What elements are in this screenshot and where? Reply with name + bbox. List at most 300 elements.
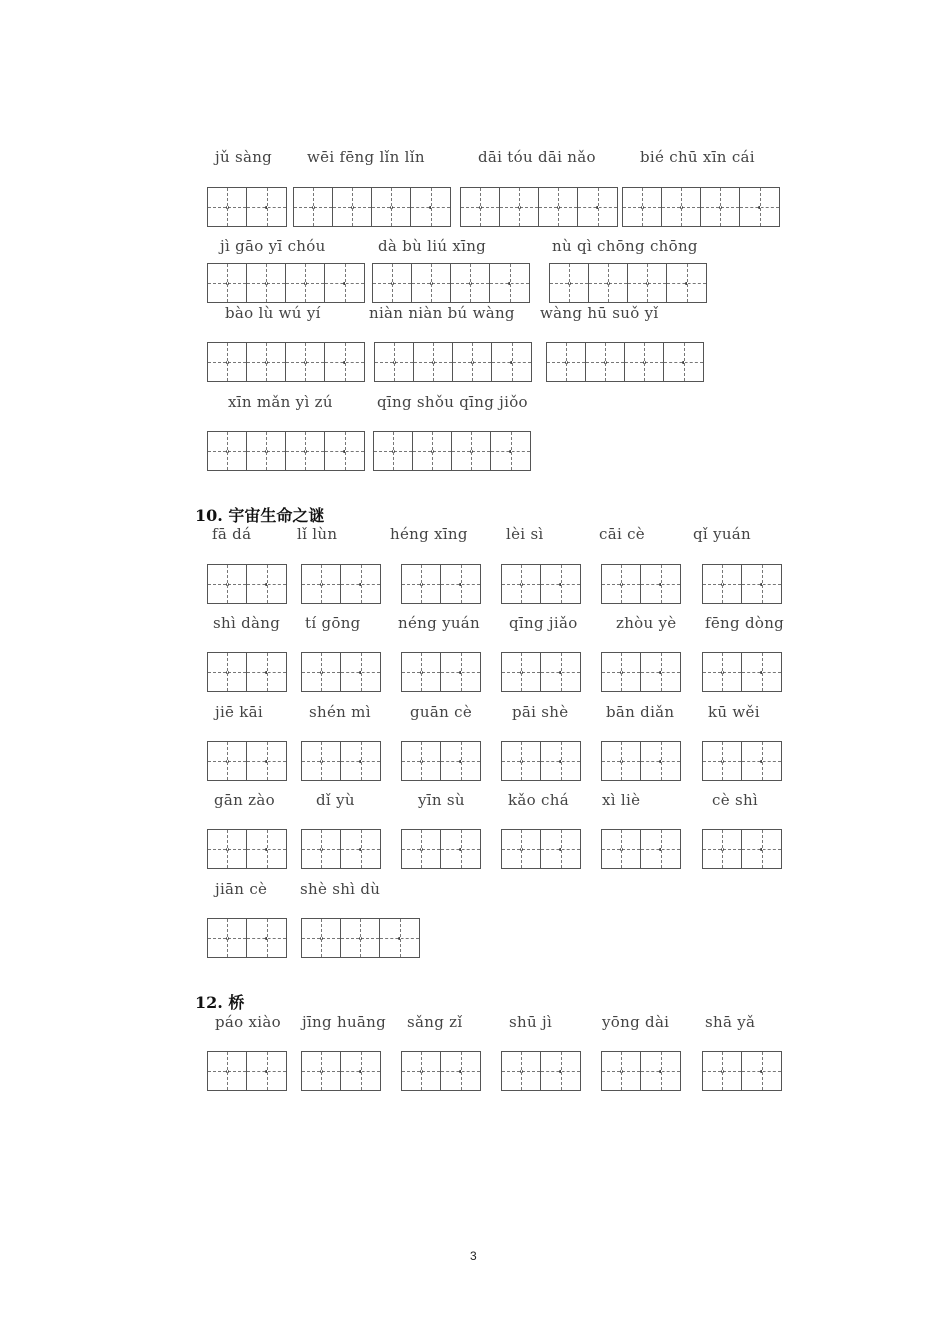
tianzige-cell[interactable] bbox=[641, 565, 680, 603]
tianzige-cell[interactable] bbox=[740, 188, 779, 226]
tianzige-cell[interactable] bbox=[302, 919, 341, 957]
tianzige-cell[interactable] bbox=[664, 343, 703, 381]
tianzige-cell[interactable] bbox=[742, 830, 781, 868]
pinyin-prompt: cè shì bbox=[712, 791, 759, 809]
writing-grid[interactable] bbox=[301, 652, 381, 692]
tianzige-cell[interactable] bbox=[541, 1052, 580, 1090]
cell-center-dot bbox=[659, 1070, 662, 1073]
cell-center-dot bbox=[391, 282, 394, 285]
cell-center-dot bbox=[559, 1070, 562, 1073]
cell-center-dot bbox=[682, 361, 685, 364]
writing-grid[interactable] bbox=[501, 652, 581, 692]
tianzige-cell[interactable] bbox=[412, 264, 451, 302]
tianzige-cell[interactable] bbox=[380, 919, 419, 957]
pinyin-prompt: nù qì chōng chōng bbox=[552, 237, 698, 255]
tianzige-cell[interactable] bbox=[341, 1052, 380, 1090]
cell-center-dot bbox=[359, 671, 362, 674]
tianzige-cell[interactable] bbox=[294, 188, 333, 226]
cell-center-dot bbox=[226, 206, 229, 209]
cell-center-dot bbox=[719, 206, 722, 209]
pinyin-prompt: tí gōng bbox=[305, 614, 361, 632]
tianzige-cell[interactable] bbox=[502, 742, 541, 780]
pinyin-prompt: wàng hū suǒ yǐ bbox=[540, 304, 659, 322]
pinyin-prompt: shén mì bbox=[309, 703, 371, 721]
writing-grid[interactable] bbox=[622, 187, 780, 227]
tianzige-cell[interactable] bbox=[402, 830, 441, 868]
cell-center-dot bbox=[641, 206, 644, 209]
tianzige-cell[interactable] bbox=[550, 264, 589, 302]
writing-grid[interactable] bbox=[460, 187, 618, 227]
tianzige-cell[interactable] bbox=[490, 264, 529, 302]
cell-center-dot bbox=[510, 361, 513, 364]
tianzige-cell[interactable] bbox=[602, 653, 641, 691]
pinyin-prompt: pāi shè bbox=[512, 703, 569, 721]
tianzige-cell[interactable] bbox=[703, 653, 742, 691]
tianzige-cell[interactable] bbox=[402, 565, 441, 603]
cell-center-dot bbox=[559, 671, 562, 674]
tianzige-cell[interactable] bbox=[414, 343, 453, 381]
tianzige-cell[interactable] bbox=[286, 264, 325, 302]
pinyin-prompt: shū jì bbox=[509, 1013, 553, 1031]
writing-grid[interactable] bbox=[501, 564, 581, 604]
tianzige-cell[interactable] bbox=[541, 830, 580, 868]
pinyin-prompt: bié chū xīn cái bbox=[640, 148, 755, 166]
cell-center-dot bbox=[265, 671, 268, 674]
pinyin-prompt: bào lù wú yí bbox=[225, 304, 321, 322]
tianzige-cell[interactable] bbox=[286, 432, 325, 470]
cell-center-dot bbox=[568, 282, 571, 285]
tianzige-cell[interactable] bbox=[578, 188, 617, 226]
cell-center-dot bbox=[459, 760, 462, 763]
tianzige-cell[interactable] bbox=[589, 264, 628, 302]
cell-center-dot bbox=[420, 1070, 423, 1073]
tianzige-cell[interactable] bbox=[208, 653, 247, 691]
writing-grid[interactable] bbox=[401, 829, 481, 869]
tianzige-cell[interactable] bbox=[502, 830, 541, 868]
cell-center-dot bbox=[685, 282, 688, 285]
cell-center-dot bbox=[420, 848, 423, 851]
tianzige-cell[interactable] bbox=[402, 742, 441, 780]
tianzige-cell[interactable] bbox=[247, 830, 286, 868]
tianzige-cell[interactable] bbox=[541, 653, 580, 691]
writing-grid[interactable] bbox=[601, 652, 681, 692]
tianzige-cell[interactable] bbox=[247, 919, 286, 957]
tianzige-cell[interactable] bbox=[602, 1052, 641, 1090]
pinyin-prompt: cāi cè bbox=[599, 525, 645, 543]
cell-center-dot bbox=[351, 206, 354, 209]
cell-center-dot bbox=[265, 583, 268, 586]
pinyin-prompt: kū wěi bbox=[708, 703, 760, 721]
writing-grid[interactable] bbox=[702, 829, 782, 869]
cell-center-dot bbox=[557, 206, 560, 209]
tianzige-cell[interactable] bbox=[441, 565, 480, 603]
writing-grid[interactable] bbox=[293, 187, 451, 227]
cell-center-dot bbox=[265, 206, 268, 209]
writing-grid[interactable] bbox=[373, 431, 531, 471]
pinyin-prompt: qǐ yuán bbox=[693, 525, 752, 543]
tianzige-cell[interactable] bbox=[641, 830, 680, 868]
cell-center-dot bbox=[431, 450, 434, 453]
cell-center-dot bbox=[304, 450, 307, 453]
writing-grid[interactable] bbox=[301, 829, 381, 869]
tianzige-cell[interactable] bbox=[247, 188, 286, 226]
cell-center-dot bbox=[721, 760, 724, 763]
pinyin-prompt: jì gāo yī chóu bbox=[220, 237, 326, 255]
pinyin-prompt: dāi tóu dāi nǎo bbox=[478, 148, 596, 166]
pinyin-prompt: jiān cè bbox=[215, 880, 268, 898]
writing-grid[interactable] bbox=[207, 431, 365, 471]
cell-center-dot bbox=[721, 1070, 724, 1073]
tianzige-cell[interactable] bbox=[441, 742, 480, 780]
cell-center-dot bbox=[760, 671, 763, 674]
tianzige-cell[interactable] bbox=[208, 919, 247, 957]
cell-center-dot bbox=[359, 848, 362, 851]
tianzige-cell[interactable] bbox=[452, 432, 491, 470]
writing-grid[interactable] bbox=[501, 741, 581, 781]
cell-center-dot bbox=[643, 361, 646, 364]
cell-center-dot bbox=[226, 1070, 229, 1073]
cell-center-dot bbox=[459, 1070, 462, 1073]
cell-center-dot bbox=[359, 760, 362, 763]
tianzige-cell[interactable] bbox=[247, 565, 286, 603]
tianzige-cell[interactable] bbox=[375, 343, 414, 381]
writing-grid[interactable] bbox=[301, 918, 420, 958]
tianzige-cell[interactable] bbox=[302, 830, 341, 868]
writing-grid[interactable] bbox=[702, 564, 782, 604]
tianzige-cell[interactable] bbox=[413, 432, 452, 470]
tianzige-cell[interactable] bbox=[208, 742, 247, 780]
tianzige-cell[interactable] bbox=[373, 264, 412, 302]
tianzige-cell[interactable] bbox=[411, 188, 450, 226]
cell-center-dot bbox=[659, 583, 662, 586]
cell-center-dot bbox=[604, 361, 607, 364]
cell-center-dot bbox=[760, 848, 763, 851]
writing-grid[interactable] bbox=[501, 829, 581, 869]
writing-grid[interactable] bbox=[207, 187, 287, 227]
cell-center-dot bbox=[265, 450, 268, 453]
section-heading-12: 12. 桥 bbox=[195, 993, 245, 1012]
cell-center-dot bbox=[343, 361, 346, 364]
writing-grid[interactable] bbox=[702, 741, 782, 781]
cell-center-dot bbox=[265, 760, 268, 763]
tianzige-cell[interactable] bbox=[492, 343, 531, 381]
tianzige-cell[interactable] bbox=[341, 565, 380, 603]
cell-center-dot bbox=[520, 671, 523, 674]
cell-center-dot bbox=[343, 450, 346, 453]
tianzige-cell[interactable] bbox=[247, 264, 286, 302]
pinyin-prompt: néng yuán bbox=[398, 614, 481, 632]
cell-center-dot bbox=[393, 361, 396, 364]
cell-center-dot bbox=[226, 671, 229, 674]
cell-center-dot bbox=[226, 937, 229, 940]
cell-center-dot bbox=[646, 282, 649, 285]
pinyin-prompt: jǔ sàng bbox=[215, 148, 273, 166]
writing-grid[interactable] bbox=[372, 263, 530, 303]
writing-grid[interactable] bbox=[207, 652, 287, 692]
tianzige-cell[interactable] bbox=[325, 343, 364, 381]
tianzige-cell[interactable] bbox=[441, 830, 480, 868]
tianzige-cell[interactable] bbox=[374, 432, 413, 470]
writing-grid[interactable] bbox=[549, 263, 707, 303]
tianzige-cell[interactable] bbox=[208, 565, 247, 603]
tianzige-cell[interactable] bbox=[372, 188, 411, 226]
pinyin-prompt: páo xiào bbox=[215, 1013, 281, 1031]
writing-grid[interactable] bbox=[401, 564, 481, 604]
cell-center-dot bbox=[620, 848, 623, 851]
pinyin-prompt: fā dá bbox=[212, 525, 252, 543]
tianzige-cell[interactable] bbox=[641, 742, 680, 780]
tianzige-cell[interactable] bbox=[208, 432, 247, 470]
cell-center-dot bbox=[471, 361, 474, 364]
writing-grid[interactable] bbox=[207, 263, 365, 303]
pinyin-prompt: dǐ yù bbox=[316, 791, 355, 809]
tianzige-cell[interactable] bbox=[247, 742, 286, 780]
writing-grid[interactable] bbox=[601, 1051, 681, 1091]
cell-center-dot bbox=[607, 282, 610, 285]
cell-center-dot bbox=[226, 760, 229, 763]
cell-center-dot bbox=[459, 671, 462, 674]
section-heading-10: 10. 宇宙生命之谜 bbox=[195, 506, 325, 525]
tianzige-cell[interactable] bbox=[500, 188, 539, 226]
cell-center-dot bbox=[459, 583, 462, 586]
tianzige-cell[interactable] bbox=[502, 1052, 541, 1090]
cell-center-dot bbox=[520, 760, 523, 763]
pinyin-prompt: shè shì dù bbox=[300, 880, 381, 898]
tianzige-cell[interactable] bbox=[703, 742, 742, 780]
cell-center-dot bbox=[226, 282, 229, 285]
writing-grid[interactable] bbox=[401, 652, 481, 692]
pinyin-prompt: jīng huāng bbox=[302, 1013, 387, 1031]
tianzige-cell[interactable] bbox=[302, 742, 341, 780]
pinyin-prompt: sǎng zǐ bbox=[407, 1013, 463, 1031]
tianzige-cell[interactable] bbox=[208, 343, 247, 381]
cell-center-dot bbox=[390, 206, 393, 209]
writing-grid[interactable] bbox=[601, 741, 681, 781]
tianzige-cell[interactable] bbox=[742, 653, 781, 691]
writing-grid[interactable] bbox=[601, 829, 681, 869]
cell-center-dot bbox=[429, 206, 432, 209]
tianzige-cell[interactable] bbox=[402, 1052, 441, 1090]
tianzige-cell[interactable] bbox=[742, 565, 781, 603]
cell-center-dot bbox=[420, 760, 423, 763]
cell-center-dot bbox=[312, 206, 315, 209]
cell-center-dot bbox=[620, 583, 623, 586]
tianzige-cell[interactable] bbox=[208, 1052, 247, 1090]
writing-grid[interactable] bbox=[301, 564, 381, 604]
cell-center-dot bbox=[265, 1070, 268, 1073]
pinyin-prompt: yīn sù bbox=[418, 791, 465, 809]
cell-center-dot bbox=[398, 937, 401, 940]
tianzige-cell[interactable] bbox=[451, 264, 490, 302]
cell-center-dot bbox=[343, 282, 346, 285]
tianzige-cell[interactable] bbox=[539, 188, 578, 226]
writing-grid[interactable] bbox=[374, 342, 532, 382]
pinyin-prompt: shā yǎ bbox=[705, 1013, 756, 1031]
writing-grid[interactable] bbox=[401, 741, 481, 781]
pinyin-prompt: xì liè bbox=[602, 791, 641, 809]
tianzige-cell[interactable] bbox=[341, 919, 380, 957]
tianzige-cell[interactable] bbox=[602, 742, 641, 780]
cell-center-dot bbox=[620, 760, 623, 763]
tianzige-cell[interactable] bbox=[541, 565, 580, 603]
cell-center-dot bbox=[520, 583, 523, 586]
tianzige-cell[interactable] bbox=[453, 343, 492, 381]
tianzige-cell[interactable] bbox=[461, 188, 500, 226]
tianzige-cell[interactable] bbox=[341, 653, 380, 691]
tianzige-cell[interactable] bbox=[641, 1052, 680, 1090]
tianzige-cell[interactable] bbox=[502, 565, 541, 603]
cell-center-dot bbox=[320, 1070, 323, 1073]
cell-center-dot bbox=[432, 361, 435, 364]
pinyin-prompt: zhòu yè bbox=[616, 614, 677, 632]
tianzige-cell[interactable] bbox=[502, 653, 541, 691]
tianzige-cell[interactable] bbox=[703, 830, 742, 868]
cell-center-dot bbox=[680, 206, 683, 209]
cell-center-dot bbox=[265, 282, 268, 285]
writing-grid[interactable] bbox=[301, 1051, 381, 1091]
writing-grid[interactable] bbox=[207, 564, 287, 604]
tianzige-cell[interactable] bbox=[641, 653, 680, 691]
tianzige-cell[interactable] bbox=[667, 264, 706, 302]
cell-center-dot bbox=[659, 671, 662, 674]
writing-grid[interactable] bbox=[401, 1051, 481, 1091]
page-number: 3 bbox=[470, 1249, 477, 1263]
tianzige-cell[interactable] bbox=[325, 264, 364, 302]
tianzige-cell[interactable] bbox=[625, 343, 664, 381]
tianzige-cell[interactable] bbox=[742, 1052, 781, 1090]
pinyin-prompt: qīng shǒu qīng jiǒo bbox=[377, 393, 528, 411]
cell-center-dot bbox=[520, 848, 523, 851]
tianzige-cell[interactable] bbox=[602, 565, 641, 603]
cell-center-dot bbox=[226, 450, 229, 453]
writing-grid[interactable] bbox=[207, 342, 365, 382]
tianzige-cell[interactable] bbox=[333, 188, 372, 226]
tianzige-cell[interactable] bbox=[541, 742, 580, 780]
cell-center-dot bbox=[659, 760, 662, 763]
cell-center-dot bbox=[226, 361, 229, 364]
cell-center-dot bbox=[518, 206, 521, 209]
cell-center-dot bbox=[721, 583, 724, 586]
tianzige-cell[interactable] bbox=[602, 830, 641, 868]
cell-center-dot bbox=[320, 848, 323, 851]
writing-grid[interactable] bbox=[207, 829, 287, 869]
tianzige-cell[interactable] bbox=[628, 264, 667, 302]
cell-center-dot bbox=[469, 282, 472, 285]
pinyin-prompt: lǐ lùn bbox=[297, 525, 338, 543]
tianzige-cell[interactable] bbox=[623, 188, 662, 226]
tianzige-cell[interactable] bbox=[247, 653, 286, 691]
pinyin-prompt: fēng dòng bbox=[705, 614, 785, 632]
cell-center-dot bbox=[721, 848, 724, 851]
cell-center-dot bbox=[320, 671, 323, 674]
cell-center-dot bbox=[758, 206, 761, 209]
cell-center-dot bbox=[320, 583, 323, 586]
cell-center-dot bbox=[392, 450, 395, 453]
cell-center-dot bbox=[304, 282, 307, 285]
tianzige-cell[interactable] bbox=[701, 188, 740, 226]
tianzige-cell[interactable] bbox=[302, 1052, 341, 1090]
tianzige-cell[interactable] bbox=[247, 1052, 286, 1090]
tianzige-cell[interactable] bbox=[441, 653, 480, 691]
pinyin-prompt: jiē kāi bbox=[215, 703, 264, 721]
pinyin-prompt: niàn niàn bú wàng bbox=[369, 304, 515, 322]
tianzige-cell[interactable] bbox=[302, 565, 341, 603]
cell-center-dot bbox=[226, 848, 229, 851]
cell-center-dot bbox=[559, 583, 562, 586]
pinyin-prompt: xīn mǎn yì zú bbox=[228, 393, 333, 411]
tianzige-cell[interactable] bbox=[491, 432, 530, 470]
cell-center-dot bbox=[559, 848, 562, 851]
tianzige-cell[interactable] bbox=[441, 1052, 480, 1090]
tianzige-cell[interactable] bbox=[286, 343, 325, 381]
cell-center-dot bbox=[304, 361, 307, 364]
tianzige-cell[interactable] bbox=[742, 742, 781, 780]
tianzige-cell[interactable] bbox=[302, 653, 341, 691]
tianzige-cell[interactable] bbox=[341, 742, 380, 780]
cell-center-dot bbox=[359, 1070, 362, 1073]
tianzige-cell[interactable] bbox=[247, 432, 286, 470]
cell-center-dot bbox=[359, 937, 362, 940]
writing-grid[interactable] bbox=[501, 1051, 581, 1091]
writing-grid[interactable] bbox=[207, 918, 287, 958]
pinyin-prompt: gān zào bbox=[214, 791, 275, 809]
writing-grid[interactable] bbox=[301, 741, 381, 781]
tianzige-cell[interactable] bbox=[586, 343, 625, 381]
cell-center-dot bbox=[479, 206, 482, 209]
writing-grid[interactable] bbox=[207, 1051, 287, 1091]
cell-center-dot bbox=[620, 1070, 623, 1073]
cell-center-dot bbox=[559, 760, 562, 763]
cell-center-dot bbox=[265, 937, 268, 940]
tianzige-cell[interactable] bbox=[341, 830, 380, 868]
writing-grid[interactable] bbox=[702, 652, 782, 692]
pinyin-prompt: guān cè bbox=[410, 703, 473, 721]
tianzige-cell[interactable] bbox=[662, 188, 701, 226]
tianzige-cell[interactable] bbox=[325, 432, 364, 470]
pinyin-prompt: kǎo chá bbox=[508, 791, 569, 809]
writing-grid[interactable] bbox=[702, 1051, 782, 1091]
writing-grid[interactable] bbox=[546, 342, 704, 382]
tianzige-cell[interactable] bbox=[402, 653, 441, 691]
cell-center-dot bbox=[620, 671, 623, 674]
cell-center-dot bbox=[430, 282, 433, 285]
tianzige-cell[interactable] bbox=[208, 188, 247, 226]
tianzige-cell[interactable] bbox=[703, 565, 742, 603]
cell-center-dot bbox=[359, 583, 362, 586]
cell-center-dot bbox=[265, 848, 268, 851]
cell-center-dot bbox=[420, 671, 423, 674]
cell-center-dot bbox=[320, 937, 323, 940]
cell-center-dot bbox=[760, 760, 763, 763]
tianzige-cell[interactable] bbox=[247, 343, 286, 381]
pinyin-prompt: héng xīng bbox=[390, 525, 468, 543]
writing-grid[interactable] bbox=[207, 741, 287, 781]
tianzige-cell[interactable] bbox=[208, 264, 247, 302]
cell-center-dot bbox=[659, 848, 662, 851]
cell-center-dot bbox=[320, 760, 323, 763]
cell-center-dot bbox=[520, 1070, 523, 1073]
pinyin-prompt: shì dàng bbox=[213, 614, 281, 632]
cell-center-dot bbox=[565, 361, 568, 364]
tianzige-cell[interactable] bbox=[547, 343, 586, 381]
cell-center-dot bbox=[226, 583, 229, 586]
tianzige-cell[interactable] bbox=[703, 1052, 742, 1090]
tianzige-cell[interactable] bbox=[208, 830, 247, 868]
writing-grid[interactable] bbox=[601, 564, 681, 604]
pinyin-prompt: wēi fēng lǐn lǐn bbox=[307, 148, 425, 166]
cell-center-dot bbox=[508, 282, 511, 285]
pinyin-prompt: bān diǎn bbox=[606, 703, 675, 721]
